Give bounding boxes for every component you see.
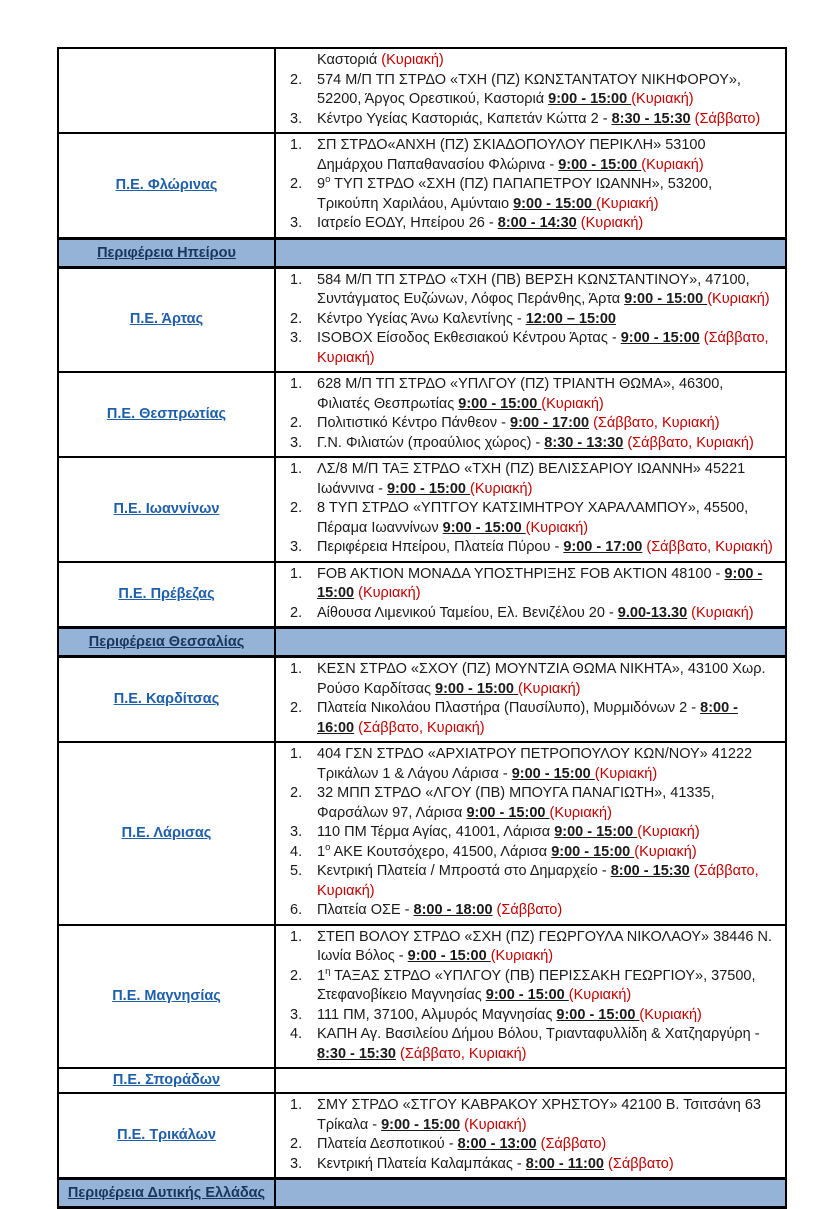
location-item (286, 175, 773, 214)
region-link[interactable]: Π.Ε. Φλώρινας (115, 176, 218, 193)
locations-cell (275, 1068, 786, 1093)
region-row (58, 1068, 786, 1093)
section-label: Περιφέρεια Ηπείρου (97, 244, 236, 261)
section-header-row (58, 628, 786, 657)
time-range: 9:00 - 15:00 (381, 1116, 461, 1133)
text-segment: ΣΠ ΣΤΡΔΟ«ΑΝΧΗ (ΠΖ) ΣΚΙΑΔΟΠΟΥΛΟΥ ΠΕΡΙΚΛΗ» 53100 Δημάρχου Παπαθανασίου Φλώρινα - (317, 137, 706, 173)
region-name-cell (58, 133, 275, 238)
item-number: 1. (290, 928, 303, 945)
day-note: (Σάββατο, Κυριακή) (358, 719, 485, 736)
location-item (286, 51, 773, 71)
text-segment: ΑΚΕ Κουτσόχερο, 41500, Λάρισα (330, 843, 552, 860)
text-segment: ΤΥΠ ΣΤΡΔΟ «ΣΧΗ (ΠΖ) ΠΑΠΑΠΕΤΡΟΥ ΙΩΑΝΝΗ», 53200, Τρικούπη Χαριλάου, Αμύνταιο (317, 176, 713, 212)
regions-schedule-table (57, 47, 787, 1209)
region-name-cell (58, 562, 275, 628)
item-number: 1. (290, 746, 303, 762)
time-range: 9:00 - 15:00 (442, 519, 526, 536)
section-header-cell (58, 628, 275, 657)
location-item (286, 784, 773, 823)
time-range: 9:00 - 15:00 (386, 480, 471, 497)
location-item (286, 1096, 773, 1135)
text-segment: ΛΣ/8 Μ/Π ΤΑΞ ΣΤΡΔΟ «ΤΧΗ (ΠΖ) ΒΕΛΙΣΣΑΡΙΟΥ ΙΩΑΝΝΗ» 45221 Ιωάννινα - (317, 461, 746, 497)
location-item (286, 71, 773, 110)
region-row (58, 1093, 786, 1179)
region-row (58, 925, 786, 1069)
locations-cell (275, 133, 786, 238)
time-range: 8:00 - 16:00 (317, 700, 739, 736)
day-note: (Κυριακή) (707, 291, 770, 307)
time-range: 12:00 – 15:00 (525, 310, 616, 327)
item-number: 3. (290, 824, 303, 840)
location-item (286, 136, 773, 175)
day-note: (Κυριακή) (464, 1116, 527, 1133)
text-segment: ΚΑΠΗ Αγ. Βασιλείου Δήμου Βόλου, Τριανταφυλλίδη & Χατζηαργύρη - (317, 1026, 760, 1042)
locations-cell (275, 457, 786, 562)
location-item (286, 565, 773, 604)
day-note: (Κυριακή) (641, 156, 704, 173)
item-number: 2. (290, 604, 303, 621)
item-number: 1. (290, 1097, 303, 1113)
text-segment: Γ.Ν. Φιλιατών (προαύλιος χώρος) - (317, 434, 545, 451)
ordinal-superscript: ο (325, 841, 331, 853)
item-number: 1. (290, 661, 303, 677)
day-note: (Κυριακή) (634, 843, 697, 860)
time-range: 9:00 - 15:00 (435, 680, 519, 697)
region-link[interactable]: Π.Ε. Μαγνησίας (112, 987, 221, 1004)
text-segment: Κεντρική Πλατεία / Μπροστά στο Δημαρχείο - (317, 863, 611, 879)
day-note: (Κυριακή) (525, 519, 589, 536)
text-segment: 9 (317, 176, 326, 192)
item-number: 2. (290, 500, 303, 516)
locations-cell (275, 925, 786, 1069)
ordinal-superscript: ο (325, 174, 331, 186)
location-item (286, 862, 773, 901)
day-note: (Σάββατο, Κυριακή) (593, 415, 720, 431)
time-range: 8:30 - 15:30 (317, 1045, 396, 1062)
location-item (286, 460, 773, 499)
item-number: 3. (290, 1006, 303, 1023)
time-range: 8:30 - 15:30 (611, 110, 691, 127)
region-link[interactable]: Π.Ε. Θεσπρωτίας (106, 406, 227, 422)
location-item (286, 271, 773, 310)
item-number: 1. (290, 271, 303, 288)
region-row (58, 267, 786, 372)
section-header-cell (58, 1179, 275, 1208)
item-number: 1. (290, 461, 303, 477)
time-range: 9:00 - 15:00 (558, 156, 642, 173)
ordinal-superscript: η (325, 965, 331, 977)
day-note: (Κυριακή) (691, 604, 754, 621)
time-range: 8:00 - 11:00 (525, 1155, 604, 1172)
text-segment: ΤΑΞΑΣ ΣΤΡΔΟ «ΥΠΛΓΟΥ (ΠΒ) ΠΕΡΙΣΣΑΚΗ ΓΕΩΡΓΙΟΥ», 37500, Στεφανοβίκειο Μαγνησίας (317, 967, 756, 1003)
item-number: 3. (290, 539, 303, 555)
region-link[interactable]: Π.Ε. Σποράδων (112, 1072, 221, 1088)
location-item (286, 110, 773, 130)
time-range: 9:00 - 15:00 (513, 195, 597, 212)
text-segment: 628 Μ/Π ΤΠ ΣΤΡΔΟ «ΥΠΛΓΟΥ (ΠΖ) ΤΡΙΑΝΤΗ ΘΩΜΑ», 46300, Φιλιατές Θεσπρωτίας (317, 376, 724, 412)
item-number: 4. (290, 1026, 303, 1042)
location-item (286, 928, 773, 967)
text-segment: Κέντρο Υγείας Άνω Καλεντίνης - (317, 310, 526, 327)
text-segment: 584 Μ/Π ΤΠ ΣΤΡΔΟ «ΤΧΗ (ΠΒ) ΒΕΡΣΗ ΚΩΝΣΤΑΝΤΙΝΟΥ», 47100, Συντάγματος Ευζώνων, Λόφος Περάνθης, Άρτα (317, 271, 750, 307)
time-range: 9:00 - 15:00 (407, 948, 491, 964)
item-number: 1. (290, 565, 303, 582)
text-segment: ΣΤΕΠ ΒΟΛΟΥ ΣΤΡΔΟ «ΣΧΗ (ΠΖ) ΓΕΩΡΓΟΥΛΑ ΝΙΚΟΛΑΟΥ» 38446 Ν. Ιωνία Βόλος - (317, 928, 772, 964)
text-segment: 110 ΠΜ Τέρμα Αγίας, 41001, Λάρισα (317, 824, 555, 840)
day-note: (Σάββατο, Κυριακή) (627, 434, 754, 451)
time-range: 9:00 - 15:00 (551, 843, 635, 860)
time-range: 9:00 - 15:00 (620, 330, 700, 346)
text-segment: Πλατεία ΟΣΕ - (317, 902, 414, 918)
item-number: 2. (290, 785, 303, 801)
time-range: 8:00 - 15:30 (610, 863, 690, 879)
day-note: (Κυριακή) (470, 480, 533, 497)
region-row (58, 48, 786, 133)
section-header-row (58, 238, 786, 267)
section-header-cell (58, 238, 275, 267)
time-range: 9:00 - 15:00 (485, 987, 569, 1003)
time-range: 9:00 - 17:00 (510, 415, 590, 431)
text-segment: FOB AKTION ΜΟΝΑΔΑ ΥΠΟΣΤΗΡΙΞΗΣ FOB AKTION 48100 - (317, 565, 725, 582)
day-note: (Κυριακή) (568, 987, 632, 1003)
item-number: 2. (290, 176, 303, 192)
section-label: Περιφέρεια Δυτικής Ελλάδας (67, 1185, 266, 1201)
day-note: (Κυριακή) (580, 215, 644, 231)
location-item (286, 310, 773, 330)
location-item (286, 499, 773, 538)
locations-cell (275, 48, 786, 133)
text-segment: 404 ΓΣΝ ΣΤΡΔΟ «ΑΡΧΙΑΤΡΟΥ ΠΕΤΡΟΠΟΥΛΟΥ ΚΩΝ/ΝΟΥ» 41222 Τρικάλων 1 & Λάγου Λάρισα - (317, 746, 753, 782)
region-link[interactable]: Π.Ε. Καρδίτσας (113, 691, 220, 707)
region-name-cell (58, 267, 275, 372)
text-segment: 1 (317, 843, 326, 860)
text-segment: Πολιτιστικό Κέντρο Πάνθεον - (317, 415, 511, 431)
text-segment: ΣΜΥ ΣΤΡΔΟ «ΣΤΓΟΥ ΚΑΒΡΑΚΟΥ ΧΡΗΣΤΟΥ» 42100 Β. Τσιτσάνη 63 Τρίκαλα - (317, 1097, 761, 1133)
time-range: 9:00 - 15:00 (624, 291, 708, 307)
location-item (286, 1006, 773, 1026)
day-note: (Κυριακή) (490, 948, 554, 964)
item-number: 3. (290, 1155, 303, 1172)
locations-cell (275, 267, 786, 372)
section-empty-cell (275, 628, 786, 657)
day-note: (Κυριακή) (596, 195, 659, 212)
time-range: 8:00 - 14:30 (497, 215, 577, 231)
day-note: (Σάββατο) (496, 902, 563, 918)
time-range: 8:00 - 13:00 (457, 1136, 537, 1152)
region-row (58, 657, 786, 743)
locations-cell (275, 562, 786, 628)
day-note: (Σάββατο) (540, 1136, 607, 1152)
location-item (286, 434, 773, 454)
item-number: 3. (290, 110, 303, 127)
region-row (58, 457, 786, 562)
day-note: (Σάββατο, Κυριακή) (317, 330, 769, 366)
region-row (58, 562, 786, 628)
text-segment: Αίθουσα Λιμενικού Ταμείου, Ελ. Βενιζέλου 20 - (317, 604, 618, 621)
day-note: (Κυριακή) (631, 91, 694, 107)
location-item (286, 901, 773, 921)
section-empty-cell (275, 238, 786, 267)
location-item (286, 375, 773, 414)
day-note: (Κυριακή) (637, 824, 700, 840)
location-item (286, 604, 773, 624)
time-range: 9:00 - 15:00 (511, 765, 595, 782)
region-name-cell (58, 1093, 275, 1179)
day-note: (Σάββατο) (694, 110, 761, 127)
location-item (286, 660, 773, 699)
time-range: 9:00 - 15:00 (556, 1006, 640, 1023)
item-number: 4. (290, 843, 303, 860)
item-number: 1. (290, 376, 303, 392)
locations-cell (275, 657, 786, 743)
day-note: (Κυριακή) (541, 395, 604, 412)
item-number: 5. (290, 863, 303, 879)
region-name-cell (58, 925, 275, 1069)
text-segment: Πλατεία Δεσποτικού - (317, 1136, 458, 1152)
location-item (286, 823, 773, 843)
time-range: 8:30 - 13:30 (544, 434, 624, 451)
day-note: (Κυριακή) (594, 765, 658, 782)
item-number: 2. (290, 415, 303, 431)
text-segment: Κέντρο Υγείας Καστοριάς, Καπετάν Κώττα 2 - (317, 110, 612, 127)
item-number: 6. (290, 902, 303, 918)
text-segment: ISOBOX Είσοδος Εκθεσιακού Κέντρου Άρτας - (317, 330, 621, 346)
text-segment: 574 Μ/Π ΤΠ ΣΤΡΔΟ «ΤΧΗ (ΠΖ) ΚΩΝΣΤΑΝΤΑΤΟΥ ΝΙΚΗΦΟΡΟΥ», 52200, Άργος Ορεστικού, Καστοριά (317, 71, 741, 107)
text-segment: Καστοριά (317, 52, 382, 68)
region-link[interactable]: Π.Ε. Τρικάλων (117, 1127, 216, 1143)
item-number: 2. (290, 310, 303, 327)
time-range: 9:00 - 15:00 (466, 804, 550, 821)
region-name-cell (58, 1068, 275, 1093)
location-item (286, 745, 773, 784)
text-segment: Πλατεία Νικολάου Πλαστήρα (Παυσίλυπο), Μυρμιδόνων 2 - (317, 700, 701, 716)
location-item (286, 414, 773, 434)
item-number: 2. (290, 967, 303, 984)
day-note: (Σάββατο, Κυριακή) (317, 863, 759, 899)
region-link[interactable]: Π.Ε. Άρτας (129, 311, 204, 328)
locations-cell (275, 1093, 786, 1179)
time-range: 9:00 - 15:00 (458, 395, 542, 412)
location-item (286, 329, 773, 368)
region-name-cell (58, 657, 275, 743)
location-item (286, 1025, 773, 1064)
text-segment: Περιφέρεια Ηπείρου, Πλατεία Πύρου - (317, 539, 564, 555)
location-item (286, 1155, 773, 1175)
item-number: 2. (290, 71, 303, 88)
day-note: (Κυριακή) (639, 1006, 702, 1023)
region-link[interactable]: Π.Ε. Πρέβεζας (118, 585, 215, 602)
section-empty-cell (275, 1179, 786, 1208)
item-number: 3. (290, 330, 303, 346)
text-segment: 111 ΠΜ, 37100, Αλμυρός Μαγνησίας (317, 1006, 557, 1023)
day-note: (Κυριακή) (518, 680, 581, 697)
item-number: 3. (290, 215, 303, 231)
region-link[interactable]: Π.Ε. Λάρισας (121, 824, 212, 841)
text-segment: 32 ΜΠΠ ΣΤΡΔΟ «ΛΓΟΥ (ΠΒ) ΜΠΟΥΓΑ ΠΑΝΑΓΙΩΤΗ», 41335, Φαρσάλων 97, Λάρισα (317, 785, 715, 821)
item-number: 2. (290, 1136, 303, 1152)
text-segment: 1 (317, 967, 326, 984)
region-row (58, 372, 786, 457)
time-range: 9:00 - 17:00 (563, 539, 643, 555)
day-note: (Κυριακή) (358, 585, 421, 601)
location-item (286, 1135, 773, 1155)
table-body (58, 48, 786, 1208)
time-range: 9:00 - 15:00 (554, 824, 638, 840)
item-number: 2. (290, 700, 303, 716)
location-item (286, 214, 773, 234)
time-range: 9.00-13.30 (617, 604, 688, 621)
day-note: (Σάββατο) (608, 1155, 674, 1172)
text-segment: ΚΕΣΝ ΣΤΡΔΟ «ΣΧΟΥ (ΠΖ) ΜΟΥΝΤΖΙΑ ΘΩΜΑ ΝΙΚΗΤΑ», 43100 Χωρ. Ρούσο Καρδίτσας (317, 661, 766, 697)
day-note: (Σάββατο, Κυριακή) (646, 539, 773, 555)
locations-cell (275, 742, 786, 925)
day-note: (Σάββατο, Κυριακή) (400, 1045, 527, 1062)
day-note: (Κυριακή) (381, 52, 444, 68)
text-segment: Ιατρείο ΕΟΔΥ, Ηπείρου 26 - (317, 215, 498, 231)
region-name-cell (58, 457, 275, 562)
time-range: 9:00 - 15:00 (317, 565, 763, 601)
region-name-cell (58, 742, 275, 925)
section-header-row (58, 1179, 786, 1208)
location-item (286, 699, 773, 738)
location-item (286, 967, 773, 1006)
time-range: 8:00 - 18:00 (413, 902, 493, 918)
region-row (58, 742, 786, 925)
region-name-cell (58, 372, 275, 457)
item-number: 1. (290, 137, 303, 153)
section-label: Περιφέρεια Θεσσαλίας (88, 634, 245, 650)
time-range: 9:00 - 15:00 (548, 91, 632, 107)
region-link[interactable]: Π.Ε. Ιωαννίνων (113, 500, 220, 517)
region-name-cell (58, 48, 275, 133)
item-number: 3. (290, 434, 303, 451)
locations-cell (275, 372, 786, 457)
region-row (58, 133, 786, 238)
location-item (286, 538, 773, 558)
text-segment: Κεντρική Πλατεία Καλαμπάκας - (317, 1155, 526, 1172)
location-item (286, 843, 773, 863)
day-note: (Κυριακή) (549, 804, 612, 821)
text-segment: 8 ΤΥΠ ΣΤΡΔΟ «ΥΠΤΓΟΥ ΚΑΤΣΙΜΗΤΡΟΥ ΧΑΡΑΛΑΜΠΟΥ», 45500, Πέραμα Ιωαννίνων (317, 500, 749, 536)
